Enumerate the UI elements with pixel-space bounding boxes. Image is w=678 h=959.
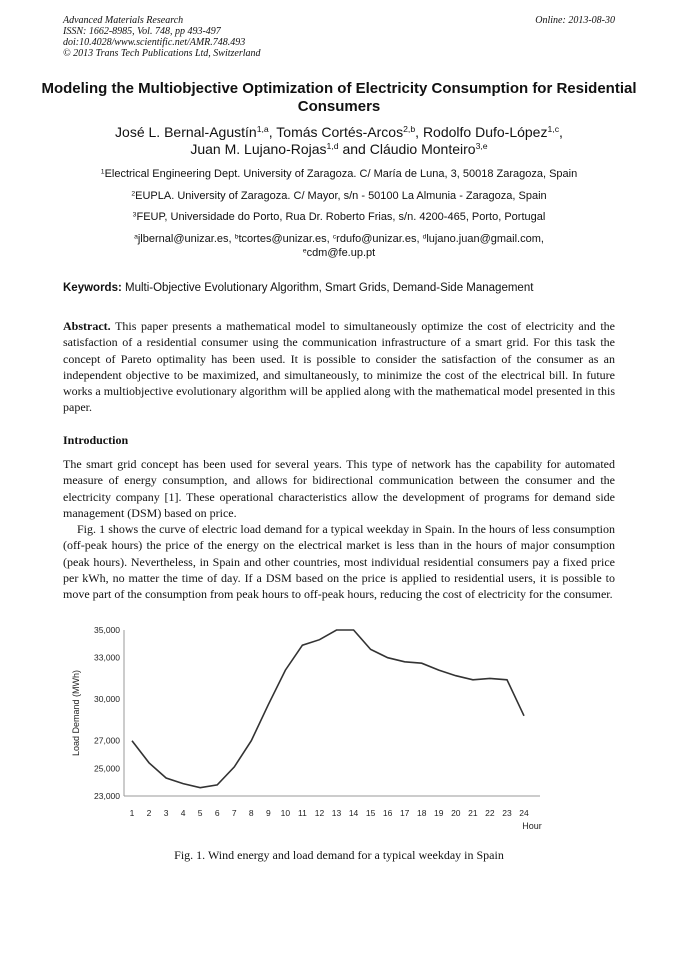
x-tick-label: 24 — [519, 808, 529, 818]
y-axis-label: Load Demand (MWh) — [71, 669, 81, 757]
figure-caption: Fig. 1. Wind energy and load demand for a typical weekday in Spain — [174, 848, 504, 862]
x-tick-label: 15 — [365, 808, 376, 818]
author-name: José L. Bernal-Agustín — [115, 124, 257, 140]
author-sup: 2,b — [403, 124, 416, 135]
author-name: Cláudio Monteiro — [369, 141, 476, 157]
section-heading-introduction: Introduction — [63, 433, 129, 447]
affiliation-1: $^1$Electrical Engineering Dept. University of Zaragoza. C/ María de Luna, 3, 50018 Zaragoza, Spain — [100, 168, 578, 180]
journal-header — [63, 15, 615, 59]
x-tick-label: 12 — [314, 808, 325, 818]
x-tick-label: 19 — [434, 808, 444, 818]
abstract-label: Abstract. — [63, 319, 111, 333]
paragraph: Fig. 1 shows the curve of electric load demand for a typical weekday in Spain. In the hours of less consumption (off-peak hours) the price of the energy on the electrical market is less than in the hours of major consumption (peak hours). Nevertheless, in Spain and other countries, most individual residential consumers pay a fixed price per kWh, no matter the time of day. If a DSM based on the price is applied to residential users, it is possible to move part of the consumption from peak hours to off-peak hours, reducing the cost of electricity for the consumer. — [63, 522, 615, 602]
x-tick-label: 5 — [197, 808, 203, 818]
email-link[interactable]: lujano.juan@gmail.com, — [426, 233, 544, 245]
x-tick-labels — [130, 808, 529, 818]
email-link[interactable]: tcortes@unizar.es, — [238, 233, 333, 245]
x-tick-label: 4 — [180, 808, 186, 818]
x-tick-label: 14 — [348, 808, 359, 818]
x-tick-label: 3 — [163, 808, 169, 818]
email-link[interactable]: jlbernal@unizar.es, — [137, 233, 235, 245]
x-tick-label: 13 — [331, 808, 342, 818]
y-tick-labels — [94, 625, 120, 801]
introduction-body — [63, 456, 615, 603]
x-axis-label: Hour — [522, 821, 542, 831]
keywords-label: Keywords: — [63, 282, 122, 294]
y-tick-label: 25,000 — [94, 763, 120, 774]
copyright-line: © 2013 Trans Tech Publications Ltd, Switzerland — [63, 48, 261, 59]
doi-line: doi:10.4028/www.scientific.net/AMR.748.493 — [63, 37, 246, 48]
affiliation-2: $^2$EUPLA. University of Zaragoza. C/ Mayor, s/n - 50100 La Almunia - Zaragoza, Spain — [131, 190, 547, 202]
load-demand-chart — [62, 622, 552, 836]
paper-title: Modeling the Multiobjective Optimization of Electricity Consumption for Residential Consumers — [41, 80, 637, 115]
issn-line: ISSN: 1662-8985, Vol. 748, pp 493-497 — [63, 26, 221, 37]
author-name: Juan M. Lujano-Rojas — [190, 141, 327, 157]
x-tick-label: 22 — [485, 808, 495, 818]
y-tick-label: 23,000 — [94, 791, 120, 801]
author-name: Rodolfo Dufo-López — [422, 124, 548, 140]
x-tick-label: 2 — [146, 808, 152, 818]
x-tick-label: 1 — [129, 808, 135, 818]
author-sup: 1,d — [326, 141, 339, 152]
y-tick-label: 33,000 — [94, 652, 120, 663]
journal-name: Advanced Materials Research — [63, 15, 184, 26]
author-name: Tomás Cortés-Arcos — [276, 124, 404, 140]
author-emails: $^a$jlbernal@unizar.es, $^b$tcortes@unizar.es, $^c$rdufo@unizar.es, $^d$lujano.juan@gmail.com, $^e$cdm@fe.up.pt — [134, 233, 544, 259]
abstract — [63, 318, 615, 416]
paragraph: The smart grid concept has been used for several years. This type of network has the capability for automated measure of energy consumption, and allows for bidirectional communication between the consumer and the electricity company [1]. These operational characteristics allow the development of programs for demand side management (DSM) based on price. — [63, 457, 615, 520]
y-tick-label: 35,000 — [94, 625, 120, 635]
y-tick-label: 27,000 — [94, 735, 120, 746]
y-tick-label: 30,000 — [94, 694, 120, 705]
author-sup: 1,a — [256, 124, 269, 135]
load-demand-series-line — [132, 630, 524, 788]
x-tick-label: 7 — [231, 808, 237, 818]
author-list: José L. Bernal-Agustín$^{1,a}$, Tomás Cortés-Arcos$^{2,b}$, Rodolfo Dufo-López$^{1,c}$, Juan M. Lujano-Rojas$^{1,d}$ and Cláudio Monteiro$^{3,e}$ — [115, 124, 563, 157]
x-tick-label: 9 — [265, 808, 271, 818]
x-tick-label: 18 — [417, 808, 427, 818]
x-tick-label: 6 — [214, 808, 220, 818]
email-link[interactable]: rdufo@unizar.es, — [336, 233, 423, 245]
email-link[interactable]: cdm@fe.up.pt — [306, 247, 376, 259]
author-sup: 3,e — [475, 141, 488, 152]
x-tick-label: 10 — [280, 808, 291, 818]
x-tick-label: 23 — [502, 808, 512, 818]
online-date: Online: 2013-08-30 — [535, 15, 615, 26]
keywords — [63, 281, 618, 295]
x-tick-label: 11 — [298, 808, 307, 818]
figure-1 — [62, 622, 552, 841]
affiliation-3: $^3$FEUP, Universidade do Porto, Rua Dr. Roberto Frias, s/n. 4200-465, Porto, Portugal — [132, 211, 546, 223]
x-tick-label: 17 — [399, 808, 410, 818]
abstract-text: This paper presents a mathematical model to simultaneously optimize the cost of electricity and the satisfaction of a residential consumer using the communication infrastructure of a smart grid. For this task the concept of Pareto optimality has been used. It is possible to consider the satisfaction of the consumer as an independent objective to be maximized, and simultaneously, to minimize the cost of the electrical bill. In future works a multiobjective evolutionary algorithm will be applied along with the mathematical model presented in this paper. — [63, 319, 616, 415]
author-sup: 1,c — [547, 124, 560, 135]
x-tick-label: 21 — [468, 808, 478, 818]
x-tick-label: 16 — [382, 808, 393, 818]
x-tick-label: 20 — [451, 808, 461, 818]
keywords-text: Multi-Objective Evolutionary Algorithm, Smart Grids, Demand-Side Management — [125, 282, 534, 294]
x-tick-label: 8 — [248, 808, 254, 818]
